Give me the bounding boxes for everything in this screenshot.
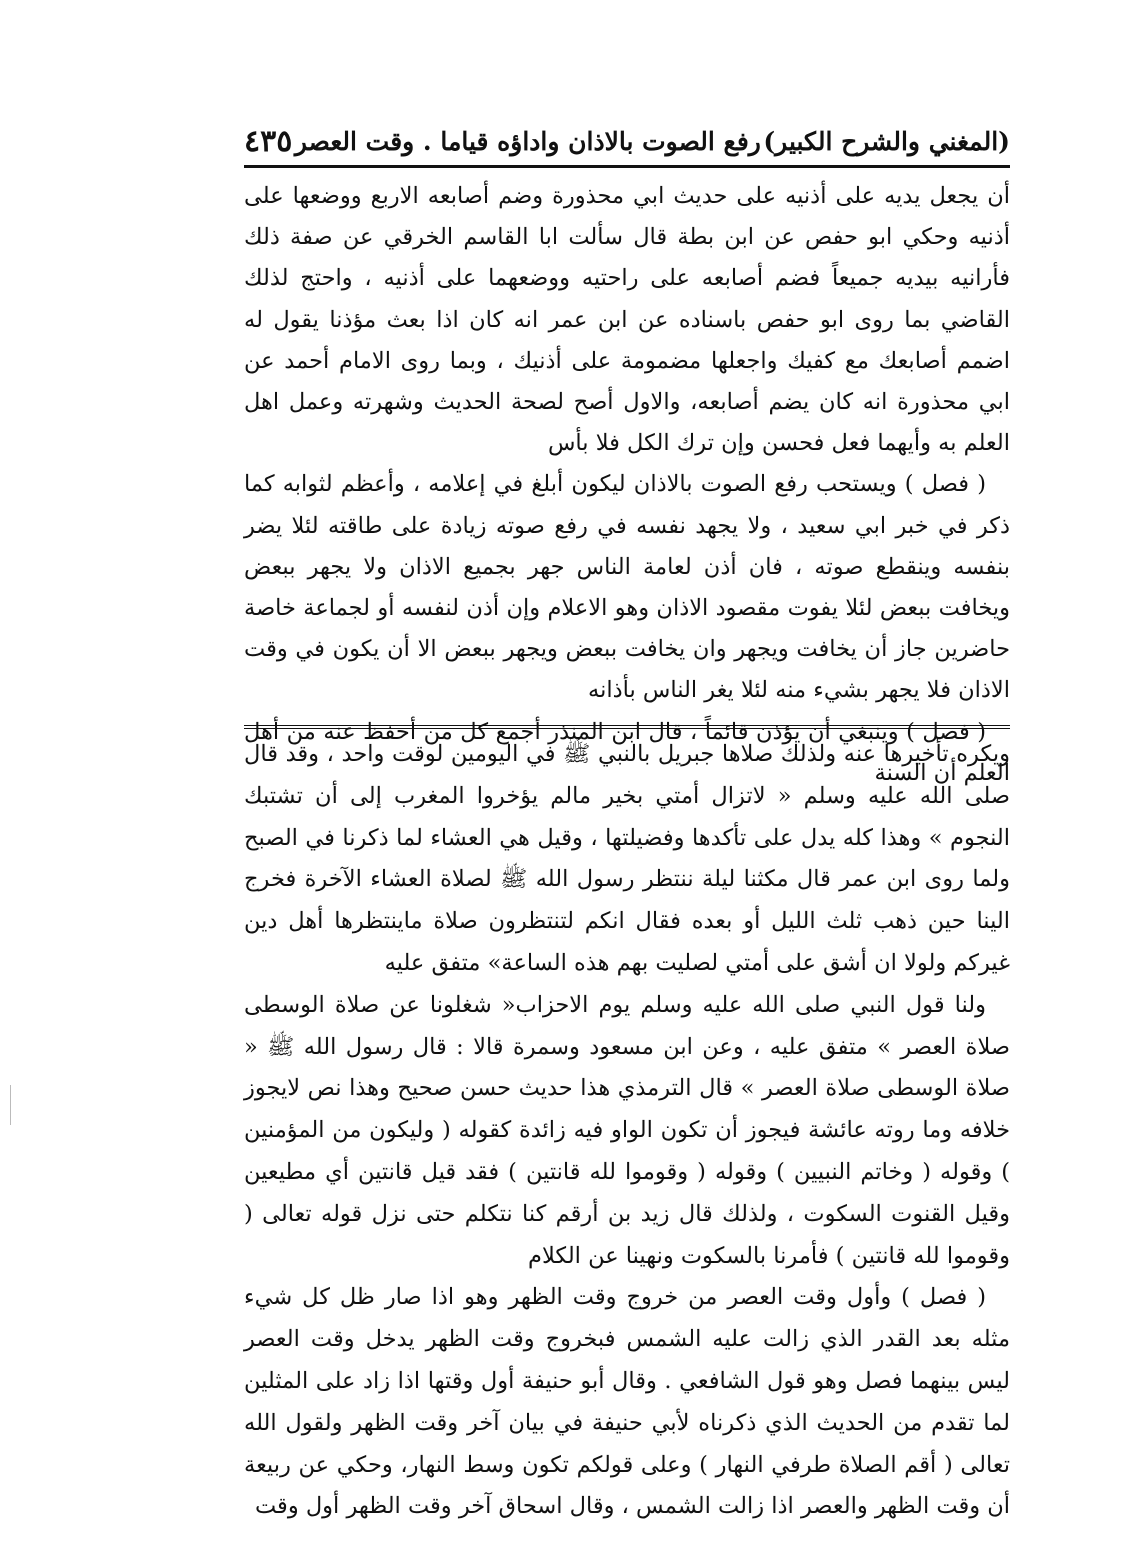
section-title: رفع الصوت بالاذان واداؤه قياما . وقت العصر — [294, 126, 761, 156]
margin-mark — [10, 1085, 11, 1125]
section-separator — [244, 725, 1010, 729]
main-paragraph: أن يجعل يديه على أذنيه على حديث ابي محذورة وضم أصابعه الاربع ووضعها على أذنيه وحكي ابو حفص عن ابن بطة قال سألت ابا القاسم الخرقي عن صفة ذلك فأرانيه بيديه جميعاً فضم أصابعه على راحتيه ووضعهما على أذنيه ، واحتج لذلك القاضي بما روى ابو حفص باسناده عن ابن عمر انه كان اذا بعث مؤذنا يقول له اضمم أصابعك مع كفيك واجعلها مضمومة على أذنيك ، وبما روى الامام أحمد عن ابي محذورة انه كان يضم أصابعه، والاول أصح لصحة الحديث وشهرته وعمل اهل العلم به وأيهما فعل فحسن وإن ترك الكل فلا بأس — [244, 183, 1010, 457]
main-text — [244, 176, 1010, 794]
header-rule — [244, 165, 1010, 168]
commentary-text — [244, 734, 1010, 1528]
page-number: ٤٣٥ — [244, 123, 293, 159]
book-title: (المغني والشرح الكبير) — [763, 126, 1010, 156]
commentary-paragraph: ويكره تأخيرها عنه ولذلك صلاها جبريل بالنبي ﷺ في اليومين لوقت واحد ، وقد قال صلى الله عليه وسلم « لاتزال أمتي بخير مالم يؤخروا المغرب إلى أن تشتبك النجوم » وهذا كله يدل على تأكدها وفضيلتها ، وقيل هي العشاء لما ذكرنا في الصبح ولما روى ابن عمر قال مكثنا ليلة ننتظر رسول الله ﷺ لصلاة العشاء الآخرة فخرج الينا حين ذهب ثلث الليل أو بعده فقال انكم لتنتظرون صلاة ماينتظرها أهل دين غيركم ولولا ان أشق على أمتي لصليت بهم هذه الساعة» متفق عليه — [244, 741, 1010, 976]
commentary-paragraph: ولنا قول النبي صلى الله عليه وسلم يوم الاحزاب« شغلونا عن صلاة الوسطى صلاة العصر » متفق عليه ، وعن ابن مسعود وسمرة قالا : قال رسول الله ﷺ « صلاة الوسطى صلاة العصر » قال الترمذي هذا حديث حسن صحيح وهذا نص لايجوز خلافه وما روته عائشة فيجوز أن تكون الواو فيه زائدة كقوله ( وليكون من المؤمنين ) وقوله ( وخاتم النبيين ) وقوله ( وقوموا لله قانتين ) فقد قيل قانتين أي مطيعين وقيل القنوت السكوت ، ولذلك قال زيد بن أرقم كنا نتكلم حتى نزل قوله تعالى ( وقوموا لله قانتين ) فأمرنا بالسكوت ونهينا عن الكلام — [244, 991, 1010, 1269]
commentary-paragraph: ( فصل ) وأول وقت العصر من خروج وقت الظهر وهو اذا صار ظل كل شيء مثله بعد القدر الذي زالت عليه الشمس فبخروج وقت الظهر يدخل وقت العصر ليس بينهما فصل وهو قول الشافعي . وقال أبو حنيفة أول وقتها اذا زاد على المثلين لما تقدم من الحديث الذي ذكرناه لأبي حنيفة في بيان آخر وقت الظهر ولقول الله تعالى ( أقم الصلاة طرفي النهار ) وعلى قولكم تكون وسط النهار، وحكي عن ربيعة أن وقت الظهر والعصر اذا زالت الشمس ، وقال اسحاق آخر وقت الظهر أول وقت — [244, 1284, 1010, 1520]
main-paragraph: ( فصل ) ويستحب رفع الصوت بالاذان ليكون أبلغ في إعلامه ، وأعظم لثوابه كما ذكر في خبر ابي سعيد ، ولا يجهد نفسه في رفع صوته زيادة على طاقته لئلا يضر بنفسه وينقطع صوته ، فان أذن لعامة الناس جهر بجميع الاذان ولا يجهر ببعض ويخافت ببعض لئلا يفوت مقصود الاذان وهو الاعلام وإن أذن لنفسه أو لجماعة خاصة حاضرين جاز أن يخافت ويجهر وان يخافت ببعض ويجهر ببعض الا أن يكون في وقت الاذان فلا يجهر بشيء منه لئلا يغر الناس بأذانه — [244, 471, 1010, 704]
page-header — [244, 118, 1010, 164]
main-paragraph: ( فصل ) وينبغي أن يؤذن قائماً ، قال ابن المنذر أجمع كل من أحفظ عنه من أهل العلم أن السنة — [244, 718, 1010, 786]
